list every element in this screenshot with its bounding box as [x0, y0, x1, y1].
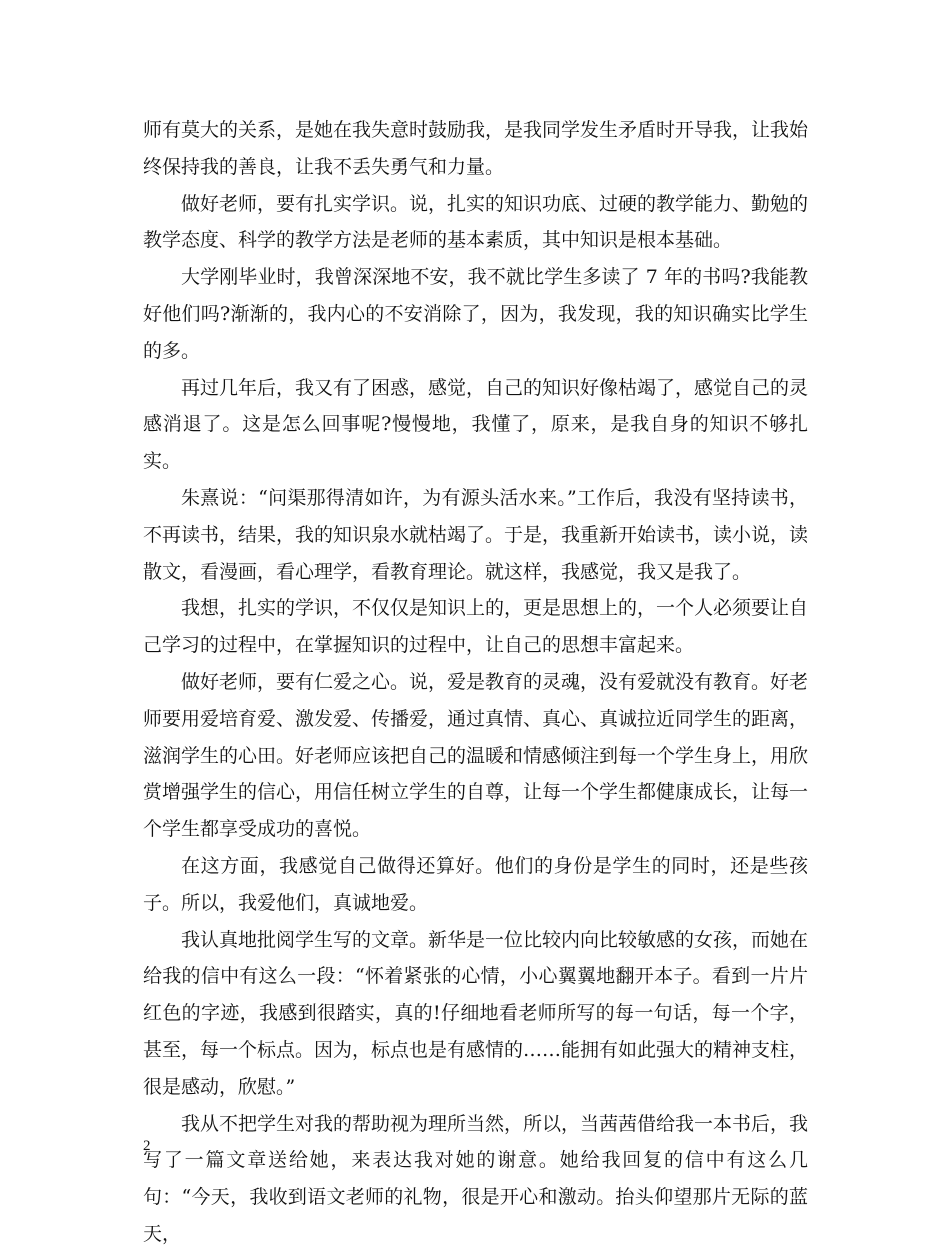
page-number: 2: [143, 1138, 151, 1154]
paragraph-1: 师有莫大的关系，是她在我失意时鼓励我，是我同学发生矛盾时开导我，让我始终保持我的善良，让我不丢失勇气和力量。: [143, 119, 809, 178]
paragraph-9: 我认真地批阅学生写的文章。新华是一位比较内向比较敏感的女孩，而她在给我的信中有这么一段：“怀着紧张的心情，小心翼翼地翻开本子。看到一片片红色的字迹，我感到很踏实，真的!仔细地看老师所写的每一句话，每一个字，甚至，每一个标点。因为，标点也是有感情的……能拥有如此强大的精神支柱，很是感动，欣慰。”: [143, 928, 809, 1098]
paragraph-7: 做好老师，要有仁爱之心。说，爱是教育的灵魂，没有爱就没有教育。好老师要用爱培育爱、激发爱、传播爱，通过真情、真心、真诚拉近同学生的距离，滋润学生的心田。好老师应该把自己的温暖和情感倾注到每一个学生身上，用欣赏增强学生的信心，用信任树立学生的自尊，让每一个学生都健康成长，让每一个学生都享受成功的喜悦。: [143, 670, 809, 841]
body-text: [143, 112, 808, 1253]
paragraph-5: 朱熹说：“问渠那得清如许，为有源头活水来。”工作后，我没有坚持读书，不再读书，结果，我的知识泉水就枯竭了。于是，我重新开始读书，读小说，读散文，看漫画，看心理学，看教育理论。就这样，我感觉，我又是我了。: [143, 486, 809, 583]
paragraph-4: 再过几年后，我又有了困惑，感觉，自己的知识好像枯竭了，感觉自己的灵感消退了。这是怎么回事呢?慢慢地，我懂了，原来，是我自身的知识不够扎实。: [143, 376, 809, 473]
paragraph-6: 我想，扎实的学识，不仅仅是知识上的，更是思想上的，一个人必须要让自己学习的过程中，在掌握知识的过程中，让自己的思想丰富起来。: [143, 597, 809, 657]
paragraph-3: 大学刚毕业时，我曾深深地不安，我不就比学生多读了 7 年的书吗?我能教好他们吗?渐渐的，我内心的不安消除了，因为，我发现，我的知识确实比学生的多。: [143, 266, 808, 362]
paragraph-10: 我从不把学生对我的帮助视为理所当然，所以，当茜茜借给我一本书后，我写了一篇文章送给她，来表达我对她的谢意。她给我回复的信中有这么几句：“今天，我收到语文老师的礼物，很是开心和激动。抬头仰望那片无际的蓝天，: [143, 1112, 809, 1245]
paragraph-2: 做好老师，要有扎实学识。说，扎实的知识功底、过硬的教学能力、勤勉的教学态度、科学的教学方法是老师的基本素质，其中知识是根本基础。: [143, 192, 809, 252]
paragraph-8: 在这方面，我感觉自己做得还算好。他们的身份是学生的同时，还是些孩子。所以，我爱他们，真诚地爱。: [143, 854, 808, 914]
